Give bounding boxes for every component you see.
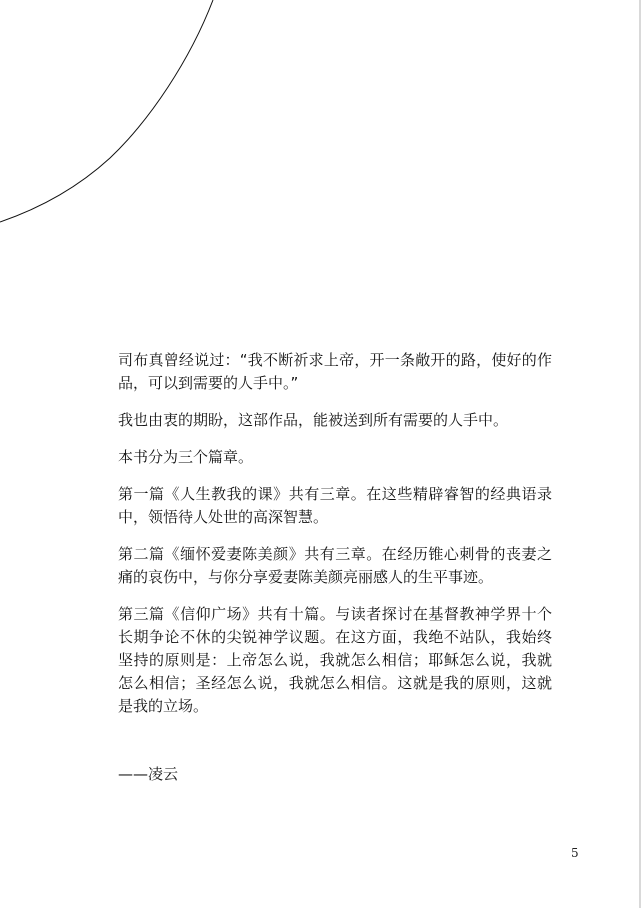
paragraph-part-two: 第二篇《缅怀爱妻陈美颜》共有三章。在经历锥心刺骨的丧妻之痛的哀伤中，与你分享爱妻陈美颜亮丽感人的生平事迹。 [118, 545, 552, 586]
paragraph-quote: 司布真曾经说过：“我不断祈求上帝，开一条敞开的路，使好的作品，可以到需要的人手中。” [118, 351, 552, 392]
author-signature: ——凌云 [118, 765, 179, 783]
paragraph-part-three: 第三篇《信仰广场》共有十篇。与读者探讨在基督教神学界十个长期争论不休的尖锐神学议题。在这方面，我绝不站队，我始终坚持的原则是：上帝怎么说，我就怎么相信；耶稣怎么说，我就怎么相信；圣经怎么说，我就怎么相信。这就是我的原则，这就是我的立场。 [118, 605, 552, 715]
page-number: 5 [571, 846, 579, 860]
paragraph-part-one: 第一篇《人生教我的课》共有三章。在这些精辟睿智的经典语录中，领悟待人处世的高深智慧。 [118, 485, 552, 526]
paragraph-hope: 我也由衷的期盼，这部作品，能被送到所有需要的人手中。 [118, 411, 509, 429]
paragraph-overview: 本书分为三个篇章。 [118, 448, 254, 466]
preface-body [118, 349, 552, 732]
decorative-curve-line [0, 0, 260, 240]
